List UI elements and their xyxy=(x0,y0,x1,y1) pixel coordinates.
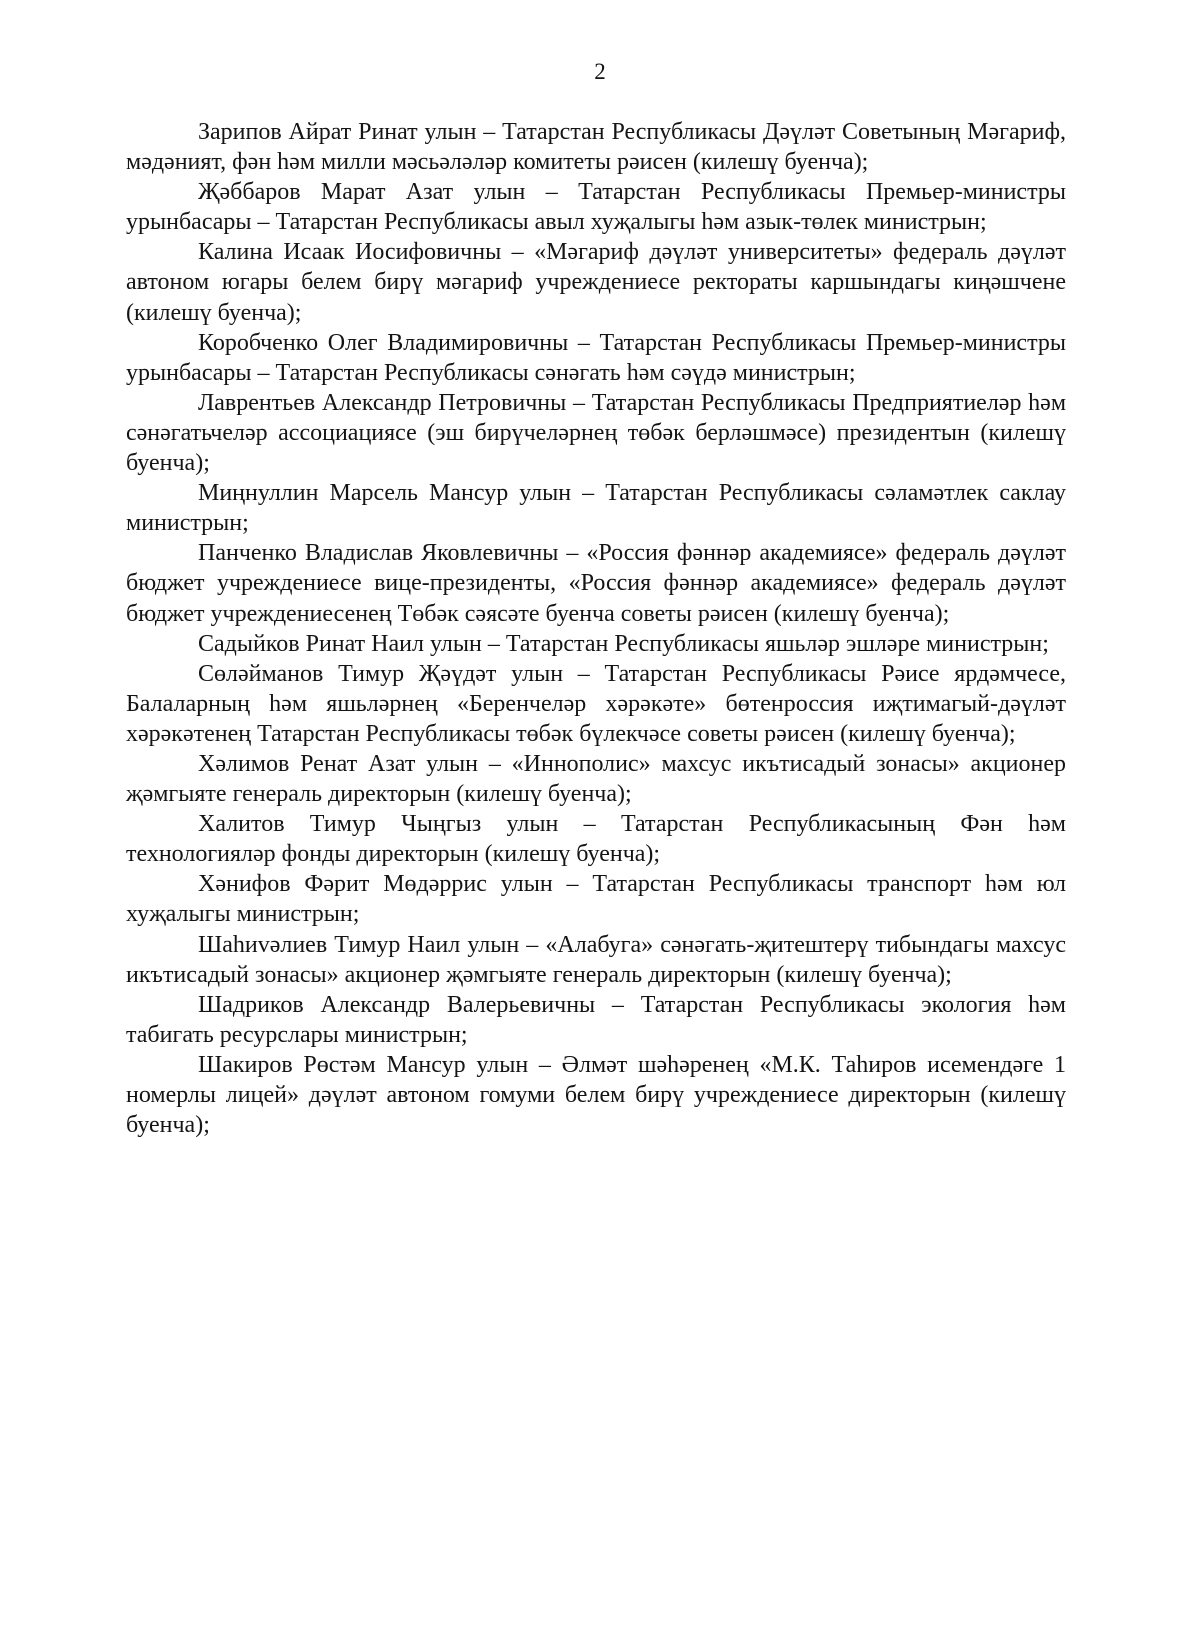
list-item: Сөләйманов Тимур Җәүдәт улын – Татарстан Республикасы Рәисе ярдәмчесе, Балаларның һәм яшьләрнең «Беренчеләр хәрәкәте» бөтенроссия иҗтимагый-дәүләт хәрәкәтенең Татарстан Республикасы төбәк бүлекчәсе советы рәисен (килешү буенча); xyxy=(126,660,1066,747)
list-item: Зарипов Айрат Ринат улын – Татарстан Республикасы Дәүләт Советының Мәгариф, мәдәният, фән һәм милли мәсьәләләр комитеты рәисен (килешү буенча); xyxy=(126,119,1066,176)
list-item: Халитов Тимур Чыңгыз улын – Татарстан Республикасының Фән һәм технологияләр фонды директорын (килешү буенча); xyxy=(126,811,1066,868)
list-item: Миңнуллин Марсель Мансур улын – Татарстан Республикасы сәламәтлек саклау министрын; xyxy=(126,480,1066,537)
page-number: 2 xyxy=(594,59,606,84)
list-item: Хәнифов Фәрит Мөдәррис улын – Татарстан Республикасы транспорт һәм юл хуҗалыгы министрын; xyxy=(126,871,1066,928)
list-item: Садыйков Ринат Наил улын – Татарстан Республикасы яшьләр эшләре министрын; xyxy=(198,630,1049,657)
list-item: Шаһиvәлиев Тимур Наил улын – «Алабуга» сәнәгать-җитештерү тибындагы махсус икътисадый зонасы» акционер җәмгыяте генераль директорын (килешү буенча); xyxy=(126,931,1066,988)
list-item: Лаврентьев Александр Петровичны – Татарстан Республикасы Предприятиеләр һәм сәнәгатьчеләр ассоциациясе (эш бирүчеләрнең төбәк берләшмәсе) президентын (килешү буенча); xyxy=(126,389,1066,477)
list-item: Җәббаров Марат Азат улын – Татарстан Республикасы Премьер-министры урынбасары – Татарстан Республикасы авыл хуҗалыгы һәм азык-төлек министрын; xyxy=(126,179,1066,236)
document-body xyxy=(126,117,1066,1140)
list-item: Коробченко Олег Владимировичны – Татарстан Республикасы Премьер-министры урынбасары – Татарстан Республикасы сәнәгать һәм сәүдә министрын; xyxy=(126,329,1066,386)
list-item: Панченко Владислав Яковлевичны – «Россия фәннәр академиясе» федераль дәүләт бюджет учреждениесе вице-президенты, «Россия фәннәр академиясе» федераль дәүләт бюджет учреждениесенең Төбәк сәясәте буенча советы рәисен (килешү буенча); xyxy=(126,540,1066,627)
list-item: Хәлимов Ренат Азат улын – «Иннополис» махсус икътисадый зонасы» акционер җәмгыяте генераль директорын (килешү буенча); xyxy=(126,750,1066,808)
list-item: Шакиров Рөстәм Мансур улын – Әлмәт шәһәренең «М.К. Таһиров исемендәге 1 номерлы лицей» дәүләт автоном гомуми белем бирү учреждениесе директорын (килешү буенча); xyxy=(126,1051,1066,1139)
list-item: Шадриков Александр Валерьевичны – Татарстан Республикасы экология һәм табигать ресурслары министрын; xyxy=(126,991,1066,1048)
list-item: Калина Исаак Иосифовичны – «Мәгариф дәүләт университеты» федераль дәүләт автоном югары белем бирү мәгариф учреждениесе ректораты каршындагы киңәшчене (килешү буенча); xyxy=(126,239,1066,326)
